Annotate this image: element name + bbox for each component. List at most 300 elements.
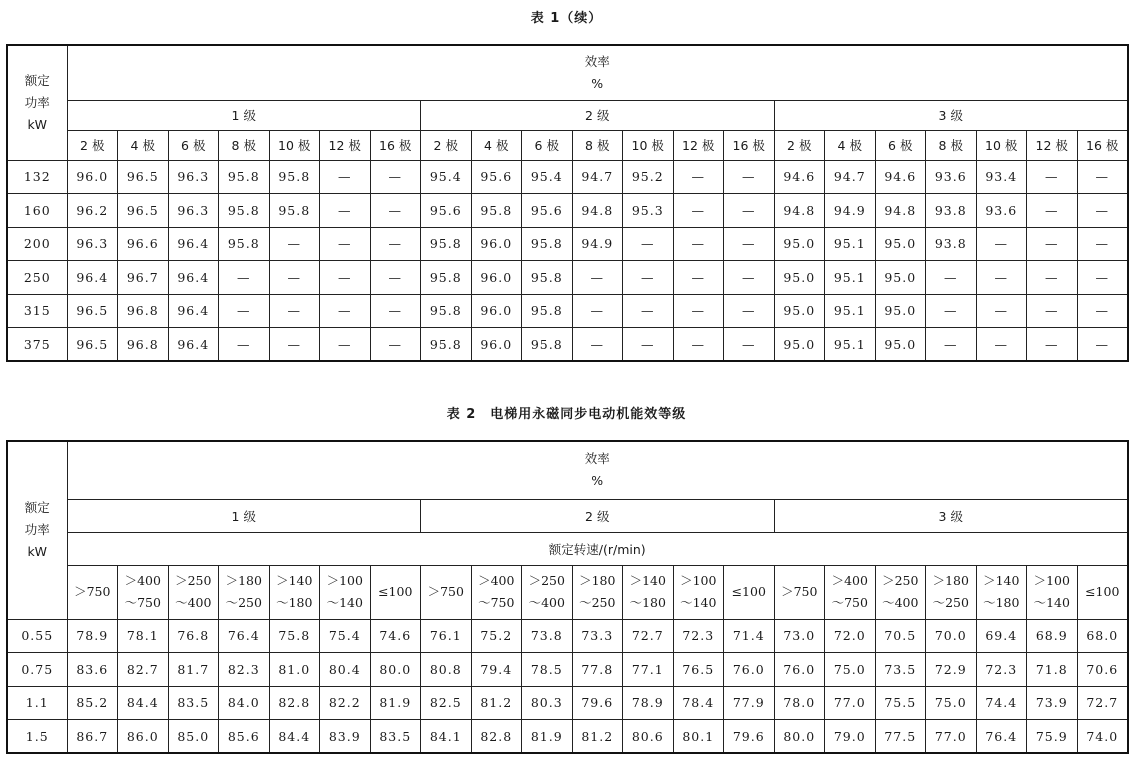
efficiency-cell: 70.5 — [875, 619, 926, 653]
efficiency-header — [67, 45, 1128, 100]
efficiency-cell: 94.8 — [875, 194, 926, 228]
efficiency-cell: 96.0 — [471, 261, 522, 295]
efficiency-cell: — — [976, 328, 1027, 362]
efficiency-header-unit: % — [591, 473, 604, 489]
speed-range-header — [67, 565, 118, 619]
efficiency-cell: 77.0 — [926, 720, 977, 754]
efficiency-cell: 96.3 — [168, 194, 219, 228]
speed-range-line: ～400 — [882, 595, 919, 610]
efficiency-cell: — — [1027, 261, 1078, 295]
speed-range-header — [370, 565, 421, 619]
efficiency-cell: 86.0 — [118, 720, 169, 754]
efficiency-cell: 80.0 — [774, 720, 825, 754]
efficiency-cell: 95.8 — [219, 160, 270, 194]
efficiency-cell: 75.8 — [269, 619, 320, 653]
table-row — [7, 686, 1128, 720]
speed-range-header — [976, 565, 1027, 619]
table-row — [7, 328, 1128, 362]
efficiency-cell: — — [370, 328, 421, 362]
efficiency-cell: 78.9 — [623, 686, 674, 720]
efficiency-cell: 95.4 — [421, 160, 472, 194]
efficiency-cell: — — [219, 328, 270, 362]
efficiency-cell: 96.4 — [168, 261, 219, 295]
efficiency-cell: 75.4 — [320, 619, 371, 653]
speed-range-line: ≤100 — [1085, 584, 1120, 599]
efficiency-cell: 80.8 — [421, 653, 472, 687]
efficiency-cell: 71.4 — [724, 619, 775, 653]
speed-range-header — [623, 565, 674, 619]
efficiency-cell: 81.7 — [168, 653, 219, 687]
efficiency-cell: 85.6 — [219, 720, 270, 754]
rated-power-cell: 315 — [7, 294, 67, 328]
efficiency-cell: 72.3 — [673, 619, 724, 653]
efficiency-cell: — — [269, 328, 320, 362]
grade-header: 2 级 — [421, 499, 775, 532]
speed-range-line: ＞140 — [276, 573, 313, 588]
efficiency-cell: — — [623, 261, 674, 295]
speed-range-header — [572, 565, 623, 619]
speed-range-header — [320, 565, 371, 619]
efficiency-cell: 96.5 — [67, 328, 118, 362]
efficiency-cell: — — [623, 328, 674, 362]
speed-range-line: ＞750 — [427, 584, 464, 599]
speed-range-header — [471, 565, 522, 619]
efficiency-cell: 96.0 — [471, 294, 522, 328]
efficiency-cell: 73.5 — [875, 653, 926, 687]
grade-header: 3 级 — [774, 499, 1128, 532]
efficiency-cell: 93.6 — [976, 194, 1027, 228]
rated-power-cell: 132 — [7, 160, 67, 194]
speed-range-line: ～750 — [124, 595, 161, 610]
speed-range-line: ＞180 — [225, 573, 262, 588]
efficiency-cell: 82.5 — [421, 686, 472, 720]
efficiency-cell: 80.0 — [370, 653, 421, 687]
efficiency-cell: — — [320, 160, 371, 194]
efficiency-cell: 95.8 — [522, 261, 573, 295]
efficiency-cell: 95.8 — [421, 294, 472, 328]
efficiency-cell: 77.9 — [724, 686, 775, 720]
efficiency-cell: 95.8 — [421, 261, 472, 295]
efficiency-cell: — — [673, 261, 724, 295]
pole-header: 8 极 — [926, 130, 977, 160]
rated-power-cell: 375 — [7, 328, 67, 362]
efficiency-cell: 81.2 — [572, 720, 623, 754]
efficiency-cell: 94.7 — [572, 160, 623, 194]
pole-header: 6 极 — [168, 130, 219, 160]
speed-range-header — [269, 565, 320, 619]
efficiency-cell: 96.7 — [118, 261, 169, 295]
efficiency-cell: 81.9 — [522, 720, 573, 754]
efficiency-cell: — — [926, 328, 977, 362]
efficiency-cell: 78.9 — [67, 619, 118, 653]
speed-range-header — [522, 565, 573, 619]
efficiency-cell: — — [673, 328, 724, 362]
efficiency-cell: 78.5 — [522, 653, 573, 687]
speed-range-line: ＞100 — [1033, 573, 1070, 588]
efficiency-cell: 95.2 — [623, 160, 674, 194]
efficiency-cell: — — [724, 227, 775, 261]
efficiency-cell: 76.0 — [774, 653, 825, 687]
efficiency-cell: 95.0 — [774, 328, 825, 362]
rated-power-cell: 0.55 — [7, 619, 67, 653]
speed-range-header — [168, 565, 219, 619]
efficiency-cell: — — [926, 261, 977, 295]
efficiency-cell: 69.4 — [976, 619, 1027, 653]
efficiency-cell: 94.6 — [774, 160, 825, 194]
efficiency-cell: 73.0 — [774, 619, 825, 653]
efficiency-cell: 95.0 — [774, 261, 825, 295]
efficiency-cell: 93.6 — [926, 160, 977, 194]
speed-range-line: ≤100 — [731, 584, 766, 599]
efficiency-cell: 96.4 — [168, 328, 219, 362]
power-header-unit: kW — [27, 544, 48, 560]
efficiency-cell: 93.8 — [926, 227, 977, 261]
pole-header: 12 极 — [1027, 130, 1078, 160]
efficiency-cell: 94.7 — [825, 160, 876, 194]
efficiency-cell: 96.3 — [67, 227, 118, 261]
efficiency-cell: 84.1 — [421, 720, 472, 754]
grade-header: 2 级 — [421, 100, 775, 130]
efficiency-cell: — — [269, 227, 320, 261]
power-header-line-1: 额定 — [24, 500, 50, 516]
efficiency-cell: — — [1077, 227, 1128, 261]
speed-range-header — [926, 565, 977, 619]
efficiency-cell: 74.6 — [370, 619, 421, 653]
speed-range-header — [219, 565, 270, 619]
efficiency-cell: — — [1027, 227, 1078, 261]
efficiency-cell: 78.1 — [118, 619, 169, 653]
efficiency-cell: 95.8 — [421, 227, 472, 261]
efficiency-cell: 75.0 — [825, 653, 876, 687]
efficiency-cell: — — [724, 294, 775, 328]
efficiency-cell: — — [976, 294, 1027, 328]
efficiency-cell: — — [370, 227, 421, 261]
efficiency-cell: 95.0 — [875, 294, 926, 328]
speed-range-header — [774, 565, 825, 619]
efficiency-cell: 95.0 — [774, 294, 825, 328]
speed-range-line: ＞750 — [781, 584, 818, 599]
speed-range-line: ～250 — [932, 595, 969, 610]
efficiency-cell: — — [1077, 194, 1128, 228]
pole-header: 16 极 — [370, 130, 421, 160]
efficiency-cell: — — [1077, 328, 1128, 362]
efficiency-cell: 95.8 — [522, 227, 573, 261]
rated-power-cell: 160 — [7, 194, 67, 228]
rated-power-cell: 200 — [7, 227, 67, 261]
efficiency-cell: — — [1027, 194, 1078, 228]
pole-header: 8 极 — [572, 130, 623, 160]
efficiency-cell: 96.5 — [67, 294, 118, 328]
efficiency-cell: — — [572, 328, 623, 362]
efficiency-cell: 96.3 — [168, 160, 219, 194]
efficiency-cell: 85.0 — [168, 720, 219, 754]
efficiency-cell: 80.6 — [623, 720, 674, 754]
efficiency-cell: 85.2 — [67, 686, 118, 720]
table1-efficiency-grades — [6, 44, 1129, 362]
efficiency-cell: 96.4 — [168, 294, 219, 328]
efficiency-cell: 96.4 — [67, 261, 118, 295]
table-row — [7, 261, 1128, 295]
efficiency-cell: 68.0 — [1077, 619, 1128, 653]
efficiency-cell: 96.4 — [168, 227, 219, 261]
efficiency-cell: 80.1 — [673, 720, 724, 754]
efficiency-cell: 82.8 — [471, 720, 522, 754]
efficiency-cell: 94.9 — [825, 194, 876, 228]
efficiency-cell: 70.6 — [1077, 653, 1128, 687]
speed-range-header — [1077, 565, 1128, 619]
rated-power-cell: 1.1 — [7, 686, 67, 720]
table-row — [7, 720, 1128, 754]
efficiency-cell: 95.8 — [522, 294, 573, 328]
efficiency-cell: 81.0 — [269, 653, 320, 687]
efficiency-cell: — — [370, 261, 421, 295]
efficiency-cell: 77.0 — [825, 686, 876, 720]
efficiency-cell: 77.5 — [875, 720, 926, 754]
efficiency-cell: 83.6 — [67, 653, 118, 687]
power-header-unit: kW — [27, 116, 48, 132]
efficiency-cell: 95.8 — [269, 160, 320, 194]
efficiency-cell: 75.2 — [471, 619, 522, 653]
efficiency-cell: 96.0 — [471, 328, 522, 362]
efficiency-cell: 77.1 — [623, 653, 674, 687]
efficiency-cell: 75.9 — [1027, 720, 1078, 754]
power-header — [7, 441, 67, 619]
efficiency-cell: 96.5 — [118, 194, 169, 228]
efficiency-cell: — — [724, 261, 775, 295]
efficiency-cell: — — [724, 194, 775, 228]
efficiency-cell: — — [1077, 160, 1128, 194]
table-row — [7, 653, 1128, 687]
speed-range-line: ～140 — [680, 595, 717, 610]
efficiency-cell: 79.6 — [724, 720, 775, 754]
efficiency-cell: 95.3 — [623, 194, 674, 228]
efficiency-cell: 95.8 — [269, 194, 320, 228]
efficiency-cell: 95.8 — [421, 328, 472, 362]
pole-header: 12 极 — [673, 130, 724, 160]
pole-header: 16 极 — [724, 130, 775, 160]
efficiency-cell: 84.4 — [118, 686, 169, 720]
efficiency-cell: 71.8 — [1027, 653, 1078, 687]
speed-range-line: ＞400 — [478, 573, 515, 588]
efficiency-cell: 82.3 — [219, 653, 270, 687]
efficiency-cell: 70.0 — [926, 619, 977, 653]
efficiency-cell: 84.4 — [269, 720, 320, 754]
efficiency-cell: — — [673, 227, 724, 261]
power-header-line-2: 功率 — [24, 522, 50, 538]
efficiency-cell: — — [370, 294, 421, 328]
efficiency-cell: 96.5 — [118, 160, 169, 194]
rated-power-cell: 1.5 — [7, 720, 67, 754]
pole-header: 4 极 — [825, 130, 876, 160]
efficiency-cell: 73.3 — [572, 619, 623, 653]
speed-range-line: ～140 — [326, 595, 363, 610]
speed-range-header — [118, 565, 169, 619]
efficiency-cell: 83.5 — [168, 686, 219, 720]
efficiency-cell: — — [724, 328, 775, 362]
efficiency-cell: — — [219, 261, 270, 295]
efficiency-cell: — — [926, 294, 977, 328]
efficiency-cell: 77.8 — [572, 653, 623, 687]
efficiency-header-unit: % — [591, 75, 604, 91]
pole-header: 10 极 — [269, 130, 320, 160]
efficiency-cell: 84.0 — [219, 686, 270, 720]
efficiency-cell: 95.4 — [522, 160, 573, 194]
pole-header: 4 极 — [118, 130, 169, 160]
efficiency-cell: 72.7 — [1077, 686, 1128, 720]
efficiency-cell: 72.3 — [976, 653, 1027, 687]
efficiency-header-title: 效率 — [584, 53, 610, 69]
efficiency-cell: 78.0 — [774, 686, 825, 720]
speed-range-line: ＞250 — [175, 573, 212, 588]
efficiency-cell: 79.6 — [572, 686, 623, 720]
efficiency-cell: — — [572, 294, 623, 328]
speed-range-line: ＞100 — [680, 573, 717, 588]
efficiency-cell: 82.2 — [320, 686, 371, 720]
efficiency-cell: — — [370, 160, 421, 194]
efficiency-cell: 95.1 — [825, 294, 876, 328]
speed-range-header — [1027, 565, 1078, 619]
efficiency-cell: 78.4 — [673, 686, 724, 720]
efficiency-cell: 83.5 — [370, 720, 421, 754]
efficiency-cell: — — [1027, 328, 1078, 362]
speed-range-header — [673, 565, 724, 619]
speed-range-line: ～180 — [276, 595, 313, 610]
table-row — [7, 160, 1128, 194]
efficiency-cell: — — [724, 160, 775, 194]
speed-range-line: ＞250 — [882, 573, 919, 588]
table-row — [7, 294, 1128, 328]
efficiency-cell: — — [1027, 294, 1078, 328]
speed-range-line: ＞140 — [629, 573, 666, 588]
pole-header: 10 极 — [976, 130, 1027, 160]
efficiency-cell: 94.8 — [774, 194, 825, 228]
efficiency-cell: 72.0 — [825, 619, 876, 653]
speed-range-line: ＞250 — [528, 573, 565, 588]
efficiency-cell: 93.4 — [976, 160, 1027, 194]
grade-header: 1 级 — [67, 100, 421, 130]
speed-range-line: ～400 — [528, 595, 565, 610]
efficiency-cell: — — [370, 194, 421, 228]
speed-range-line: ＞100 — [326, 573, 363, 588]
pole-header: 2 极 — [421, 130, 472, 160]
efficiency-cell: 75.0 — [926, 686, 977, 720]
efficiency-cell: 96.6 — [118, 227, 169, 261]
efficiency-header — [67, 441, 1128, 499]
efficiency-cell: — — [623, 227, 674, 261]
rated-speed-header: 额定转速/(r/min) — [67, 532, 1128, 565]
efficiency-cell: 74.0 — [1077, 720, 1128, 754]
efficiency-cell: — — [623, 294, 674, 328]
efficiency-cell: 76.8 — [168, 619, 219, 653]
efficiency-cell: 81.2 — [471, 686, 522, 720]
power-header-line-1: 额定 — [24, 72, 50, 88]
speed-range-line: ～140 — [1033, 595, 1070, 610]
efficiency-cell: — — [1027, 160, 1078, 194]
efficiency-cell: — — [320, 194, 371, 228]
pole-header: 4 极 — [471, 130, 522, 160]
efficiency-cell: — — [572, 261, 623, 295]
speed-range-line: ＞750 — [74, 584, 111, 599]
speed-range-line: ＞400 — [124, 573, 161, 588]
efficiency-cell: 83.9 — [320, 720, 371, 754]
speed-range-line: ＞400 — [831, 573, 868, 588]
efficiency-cell: 95.6 — [522, 194, 573, 228]
speed-range-line: ＞180 — [932, 573, 969, 588]
efficiency-cell: 93.8 — [926, 194, 977, 228]
efficiency-cell: 95.0 — [875, 227, 926, 261]
speed-range-line: ～750 — [478, 595, 515, 610]
efficiency-cell: 80.3 — [522, 686, 573, 720]
efficiency-cell: 79.4 — [471, 653, 522, 687]
efficiency-cell: 95.8 — [219, 227, 270, 261]
pole-header: 6 极 — [875, 130, 926, 160]
efficiency-cell: 95.1 — [825, 227, 876, 261]
efficiency-cell: 74.4 — [976, 686, 1027, 720]
efficiency-cell: 73.9 — [1027, 686, 1078, 720]
efficiency-cell: 95.1 — [825, 261, 876, 295]
efficiency-cell: — — [976, 227, 1027, 261]
efficiency-cell: 95.6 — [421, 194, 472, 228]
table1-caption: 表 1（续） — [530, 11, 603, 26]
efficiency-cell: — — [1077, 261, 1128, 295]
efficiency-cell: 81.9 — [370, 686, 421, 720]
efficiency-cell: — — [219, 294, 270, 328]
speed-range-header — [875, 565, 926, 619]
grade-header: 3 级 — [774, 100, 1128, 130]
efficiency-cell: 95.8 — [522, 328, 573, 362]
pole-header: 8 极 — [219, 130, 270, 160]
efficiency-cell: 76.4 — [219, 619, 270, 653]
pole-header: 12 极 — [320, 130, 371, 160]
speed-range-line: ～250 — [225, 595, 262, 610]
efficiency-cell: 76.5 — [673, 653, 724, 687]
efficiency-cell: — — [673, 294, 724, 328]
efficiency-cell: — — [673, 160, 724, 194]
power-header-line-2: 功率 — [24, 94, 50, 110]
efficiency-cell: 95.6 — [471, 160, 522, 194]
efficiency-header-title: 效率 — [584, 451, 610, 467]
efficiency-cell: 72.9 — [926, 653, 977, 687]
speed-range-line: ～250 — [579, 595, 616, 610]
efficiency-cell: 75.5 — [875, 686, 926, 720]
efficiency-cell: 94.6 — [875, 160, 926, 194]
efficiency-cell: — — [320, 227, 371, 261]
pole-header: 10 极 — [623, 130, 674, 160]
efficiency-cell: 82.8 — [269, 686, 320, 720]
speed-range-header — [421, 565, 472, 619]
efficiency-cell: 96.2 — [67, 194, 118, 228]
rated-power-cell: 250 — [7, 261, 67, 295]
efficiency-cell: 76.0 — [724, 653, 775, 687]
pole-header: 2 极 — [774, 130, 825, 160]
speed-range-line: ～750 — [831, 595, 868, 610]
grade-header: 1 级 — [67, 499, 421, 532]
table2-efficiency-grades — [6, 440, 1129, 754]
speed-range-line: ～180 — [983, 595, 1020, 610]
pole-header: 2 极 — [67, 130, 118, 160]
efficiency-cell: — — [320, 294, 371, 328]
efficiency-cell: 80.4 — [320, 653, 371, 687]
efficiency-cell: 73.8 — [522, 619, 573, 653]
table-row — [7, 619, 1128, 653]
efficiency-cell: — — [320, 328, 371, 362]
efficiency-cell: 95.0 — [875, 261, 926, 295]
efficiency-cell: 94.8 — [572, 194, 623, 228]
efficiency-cell: 94.9 — [572, 227, 623, 261]
efficiency-cell: — — [1077, 294, 1128, 328]
efficiency-cell: 96.0 — [67, 160, 118, 194]
speed-range-header — [825, 565, 876, 619]
